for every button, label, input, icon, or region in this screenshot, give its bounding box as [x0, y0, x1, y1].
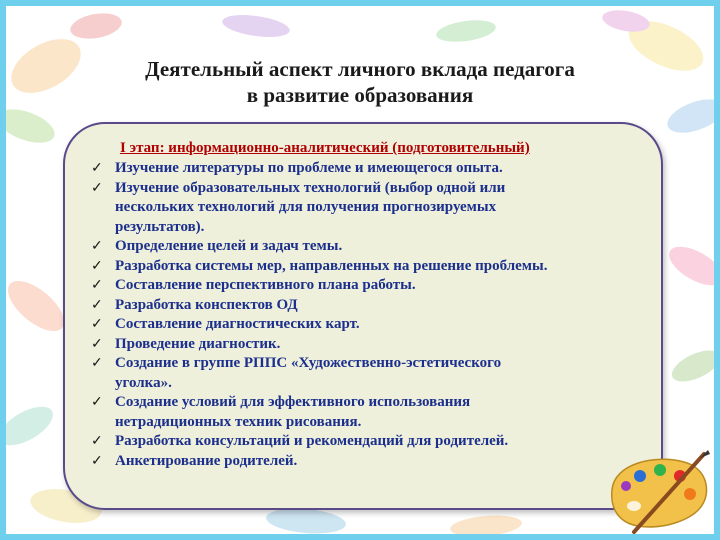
- page-title: [6, 56, 714, 108]
- list-item-text-line: Разработка консультаций и рекомендаций для родителей.: [115, 433, 509, 449]
- list-item-text-line: нескольких технологий для получения прогнозируемых: [115, 199, 497, 215]
- list-item-text-line: Создание условий для эффективного использования: [115, 394, 471, 410]
- check-mark-icon: ✓: [91, 180, 103, 196]
- list-item: [89, 159, 649, 179]
- list-item: [89, 393, 649, 432]
- check-mark-icon: ✓: [91, 258, 103, 274]
- check-mark-icon: ✓: [91, 395, 103, 410]
- list-item-text-line: нетрадиционных техник рисования.: [115, 413, 362, 430]
- check-mark-icon: ✓: [91, 161, 103, 176]
- list-item: [89, 432, 649, 452]
- check-mark-icon: ✓: [91, 453, 103, 469]
- list-item: [89, 354, 649, 393]
- list-item-text-line: Составление диагностических карт.: [115, 316, 360, 332]
- page-title-line-1: Деятельный аспект личного вклада педагога: [145, 57, 575, 81]
- list-item-text-line: Разработка конспектов ОД: [115, 296, 298, 313]
- list-item: [89, 179, 649, 238]
- stage-heading: I этап: информационно-аналитический (подготовительный): [120, 140, 530, 156]
- check-mark-icon: ✓: [91, 336, 103, 352]
- list-item: [89, 296, 649, 316]
- check-mark-icon: ✓: [91, 278, 103, 293]
- list-item-text-line: Изучение образовательных технологий (выбор одной или: [115, 179, 506, 196]
- list-item-text-line: Разработка системы мер, направленных на решение проблемы.: [115, 257, 548, 274]
- list-item: [89, 276, 649, 296]
- list-item-text-line: Определение целей и задач темы.: [115, 238, 343, 254]
- list-item: [89, 257, 649, 277]
- checklist: [89, 159, 649, 471]
- list-item: [89, 315, 649, 335]
- slide: [6, 6, 714, 534]
- list-item-text-line: Анкетирование родителей.: [115, 452, 298, 469]
- list-item-text-line: уголка».: [115, 374, 172, 391]
- check-mark-icon: ✓: [91, 297, 103, 313]
- list-item-text-line: Изучение литературы по проблеме и имеющегося опыта.: [115, 160, 503, 176]
- check-mark-icon: ✓: [91, 356, 103, 371]
- list-item-text-line: Проведение диагностик.: [115, 335, 281, 352]
- page-title-line-2: в развитие образования: [246, 83, 474, 107]
- list-item: [89, 452, 649, 472]
- list-item: [89, 335, 649, 355]
- list-item-text-line: Составление перспективного плана работы.: [115, 277, 416, 293]
- list-item-text-line: результатов).: [115, 218, 205, 235]
- check-mark-icon: ✓: [91, 317, 103, 332]
- content-card: [63, 122, 663, 510]
- list-item-text-line: Создание в группе РППС «Художественно-эстетического: [115, 355, 502, 371]
- paint-palette-icon: [604, 450, 714, 534]
- list-item: [89, 237, 649, 257]
- check-mark-icon: ✓: [91, 239, 103, 254]
- check-mark-icon: ✓: [91, 434, 103, 449]
